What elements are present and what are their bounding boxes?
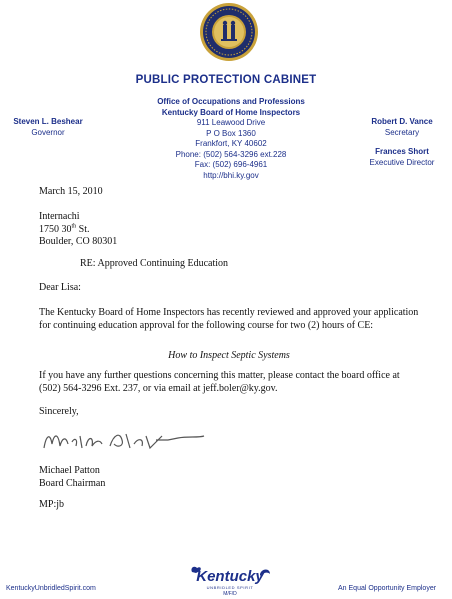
- kentucky-wordmark: Kentucky: [196, 568, 264, 585]
- footer-website[interactable]: KentuckyUnbridledSpirit.com: [6, 585, 96, 592]
- re-line: RE: Approved Continuing Education: [80, 258, 229, 269]
- address-line-1: 911 Leawood Drive: [196, 118, 266, 127]
- closing: Sincerely,: [39, 406, 79, 417]
- board-name: Kentucky Board of Home Inspectors: [161, 107, 301, 117]
- street-number: 1750 30: [39, 223, 72, 235]
- website-link[interactable]: http://bhi.ky.gov: [203, 170, 259, 180]
- address-line-2: P O Box 1360: [206, 128, 256, 138]
- office-name: Office of Occupations and Professions: [157, 97, 305, 106]
- signer-name: Michael Patton: [39, 465, 100, 476]
- secretary-block: [360, 117, 444, 138]
- fax-line: Fax: (502) 696-4961: [194, 160, 268, 169]
- recipient-city: Boulder, CO 80301: [39, 236, 118, 247]
- director-title: Executive Director: [369, 157, 435, 167]
- governor-name: Steven L. Beshear: [13, 117, 83, 126]
- governor-block: [8, 117, 88, 138]
- office-block: [126, 97, 336, 181]
- street-ordinal: th: [71, 223, 77, 230]
- letter-date: March 15, 2010: [39, 186, 103, 197]
- address-line-3: Frankfort, KY 40602: [195, 139, 267, 148]
- recipient-address: [39, 211, 419, 249]
- secretary-name: Robert D. Vance: [371, 117, 433, 126]
- signer-title: Board Chairman: [39, 477, 106, 489]
- body-paragraph-2: If you have any further questions concerning this matter, please contact the board office at (502) 564-3296 Ext. 237, or via email at jeff.boler@ky.gov.: [39, 370, 400, 394]
- footer-eoe: An Equal Opportunity Employer: [338, 585, 437, 592]
- course-title: How to Inspect Septic Systems: [168, 350, 290, 361]
- phone-line: Phone: (502) 564-3296 ext.228: [175, 149, 287, 159]
- director-name: Frances Short: [375, 147, 429, 156]
- recipient-street: [39, 224, 419, 237]
- signer-block: [39, 465, 419, 490]
- governor-title: Governor: [31, 127, 65, 137]
- body-paragraph-1: The Kentucky Board of Home Inspectors has recently reviewed and approved your application for continuing education approval for the following course for two (2) hours of CE:: [39, 307, 419, 331]
- secretary-title: Secretary: [384, 127, 420, 137]
- cabinet-title: PUBLIC PROTECTION CABINET: [135, 74, 317, 86]
- state-seal-icon: [199, 2, 259, 62]
- kentucky-tagline: UNBRIDLED SPIRIT: [206, 585, 254, 590]
- kentucky-logo: [182, 564, 274, 598]
- recipient-org: Internachi: [39, 211, 80, 222]
- initials: MP:jb: [39, 499, 65, 510]
- handwritten-signature: [38, 426, 208, 456]
- street-suffix: St.: [76, 223, 90, 235]
- director-block: [360, 147, 444, 168]
- salutation: Dear Lisa:: [39, 282, 81, 293]
- mfd-label: M/F/D: [223, 591, 237, 597]
